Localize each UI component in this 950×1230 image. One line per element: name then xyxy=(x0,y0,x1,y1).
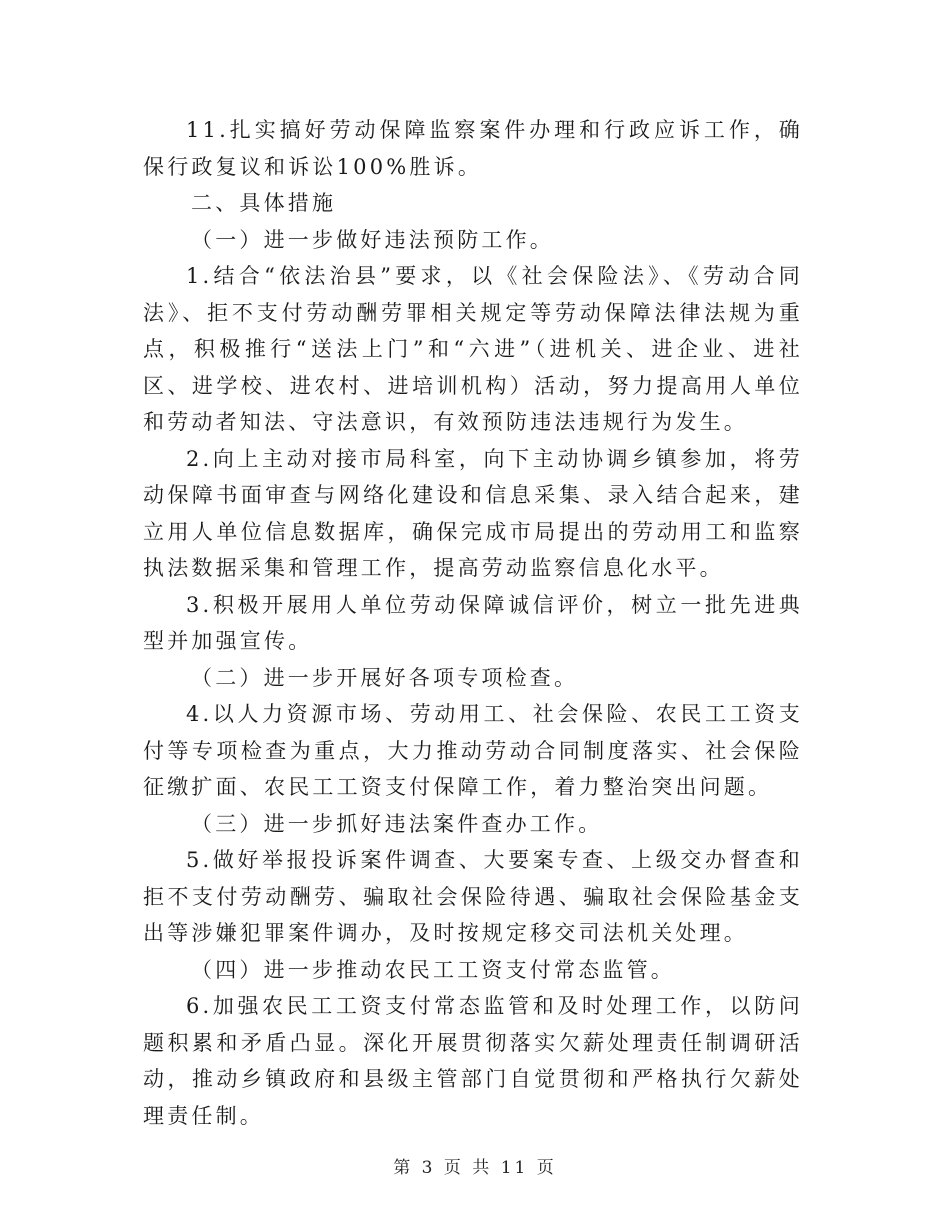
paragraph-measure-5: 5.做好举报投诉案件调查、大要案专查、上级交办督查和拒不支付劳动酬劳、骗取社会保险待遇、骗取社会保险基金支出等涉嫌犯罪案件调办，及时按规定移交司法机关处理。 xyxy=(143,848,803,945)
subsection-heading-2: （二）进一步开展好各项专项检查。 xyxy=(191,665,579,690)
subsection-heading-1: （一）进一步做好违法预防工作。 xyxy=(191,227,554,252)
paragraph-measure-2: 2.向上主动对接市局科室，向下主动协调乡镇参加，将劳动保障书面审查与网络化建设和信息采集、录入结合起来，建立用人单位信息数据库，确保完成市局提出的劳动用工和监察执法数据采集和管理工作，提高劳动监察信息化水平。 xyxy=(143,446,803,580)
page-footer: 第 3 页 共 11 页 xyxy=(393,1158,557,1178)
subsection-heading-4: （四）进一步推动农民工工资支付常态监管。 xyxy=(191,957,675,982)
subsection-heading-3: （三）进一步抓好违法案件查办工作。 xyxy=(191,811,603,836)
paragraph-measure-4: 4.以人力资源市场、劳动用工、社会保险、农民工工资支付等专项检查为重点，大力推动劳动合同制度落实、社会保险征缴扩面、农民工工资支付保障工作，着力整治突出问题。 xyxy=(143,702,803,799)
section-heading-measures: 二、具体措施 xyxy=(191,191,337,215)
document-body xyxy=(143,112,803,1134)
paragraph-measure-6: 6.加强农民工工资支付常态监管和及时处理工作，以防问题积累和矛盾凸显。深化开展贯彻落实欠薪处理责任制调研活动，推动乡镇政府和县级主管部门自觉贯彻和严格执行欠薪处理责任制。 xyxy=(143,994,803,1128)
paragraph-item-11: 11.扎实搞好劳动保障监察案件办理和行政应诉工作，确保行政复议和诉讼100%胜诉。 xyxy=(143,118,803,179)
paragraph-measure-3: 3.积极开展用人单位劳动保障诚信评价，树立一批先进典型并加强宣传。 xyxy=(143,592,803,653)
paragraph-measure-1: 1.结合“依法治县”要求，以《社会保险法》、《劳动合同法》、拒不支付劳动酬劳罪相关规定等劳动保障法律法规为重点，积极推行“送法上门”和“六进”（进机关、进企业、进社区、进学校、进农村、进培训机构）活动，努力提高用人单位和劳动者知法、守法意识，有效预防违法违规行为发生。 xyxy=(143,264,803,434)
